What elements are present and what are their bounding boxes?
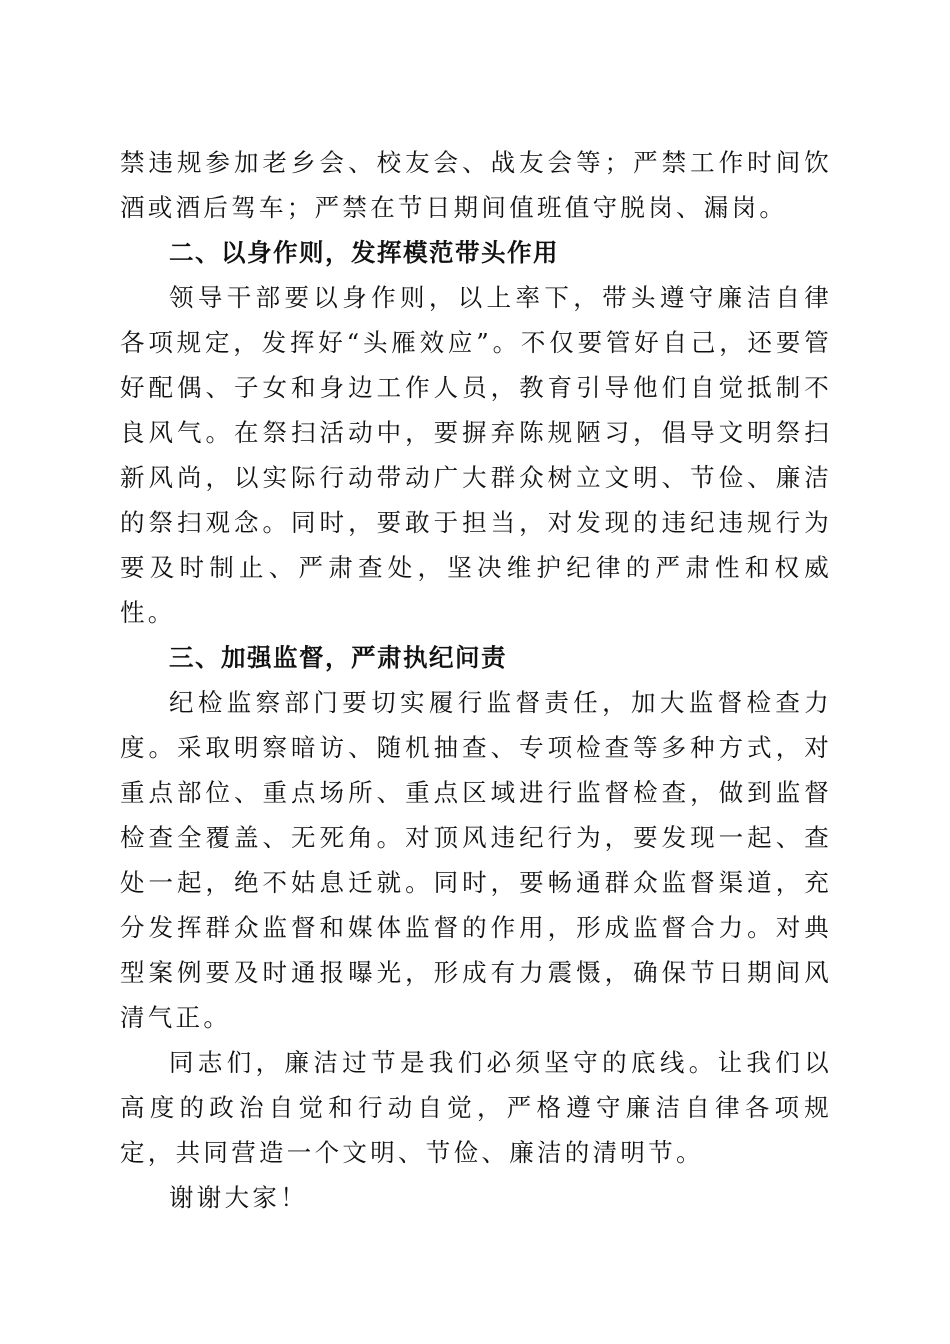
continued-paragraph: 禁违规参加老乡会、校友会、战友会等；严禁工作时间饮酒或酒后驾车；严禁在节日期间值班值守脱岗、漏岗。: [120, 148, 832, 222]
section-3-heading: 三、加强监督，严肃执纪问责: [169, 643, 507, 672]
section-2-heading: 二、以身作则，发挥模范带头作用: [169, 238, 559, 267]
document-body: [120, 140, 832, 1220]
section-2-paragraph: 领导干部要以身作则，以上率下，带头遵守廉洁自律各项规定，发挥好“头雁效应”。不仅要管好自己，还要管好配偶、子女和身边工作人员，教育引导他们自觉抵制不良风气。在祭扫活动中，要摒弃陈规陋习，倡导文明祭扫新风尚，以实际行动带动广大群众树立文明、节俭、廉洁的祭扫观念。同时，要敢于担当，对发现的违纪违规行为要及时制止、严肃查处，坚决维护纪律的严肃性和权威性。: [120, 283, 832, 627]
closing-paragraph: 同志们，廉洁过节是我们必须坚守的底线。让我们以高度的政治自觉和行动自觉，严格遵守廉洁自律各项规定，共同营造一个文明、节俭、廉洁的清明节。: [120, 1048, 832, 1167]
thanks-line: 谢谢大家！: [169, 1183, 308, 1212]
section-3-paragraph: 纪检监察部门要切实履行监督责任，加大监督检查力度。采取明察暗访、随机抽查、专项检查等多种方式，对重点部位、重点场所、重点区域进行监督检查，做到监督检查全覆盖、无死角。对顶风违纪行为，要发现一起、查处一起，绝不姑息迁就。同时，要畅通群众监督渠道，充分发挥群众监督和媒体监督的作用，形成监督合力。对典型案例要及时通报曝光，形成有力震慑，确保节日期间风清气正。: [120, 688, 832, 1032]
